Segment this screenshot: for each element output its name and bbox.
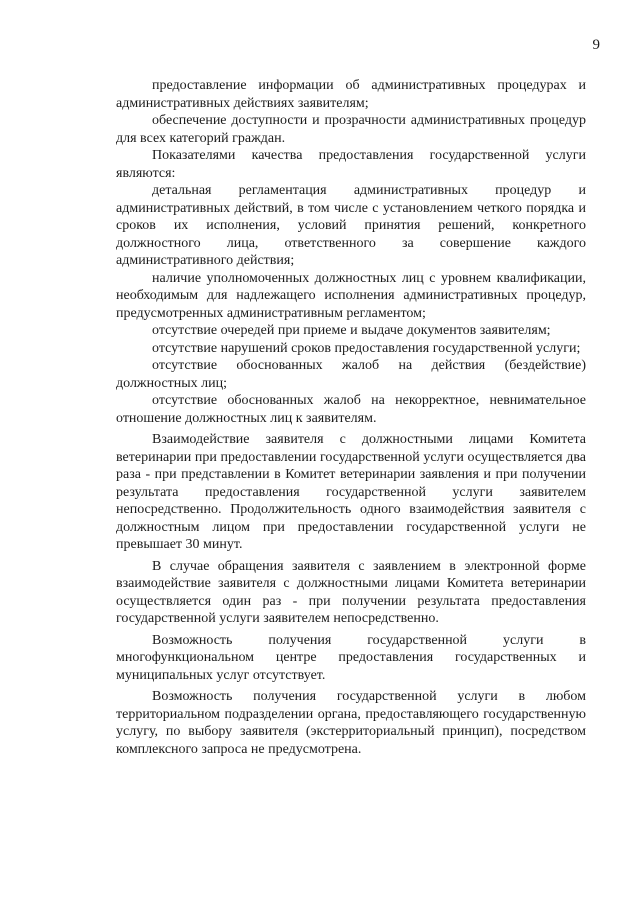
paragraph-8: отсутствие обоснованных жалоб на действия (бездействие) должностных лиц;	[116, 358, 586, 391]
document-body	[116, 77, 586, 758]
paragraph-7: отсутствие нарушений сроков предоставления государственной услуги;	[152, 340, 581, 356]
paragraph-9: отсутствие обоснованных жалоб на некорректное, невнимательное отношение должностных лиц к заявителям.	[116, 393, 586, 426]
paragraph-11: В случае обращения заявителя с заявлением в электронной форме взаимодействие заявителя с должностными лицами Комитета ветеринарии осуществляется один раз - при получении результата предоставления государственной услуги заявителем непосредственно.	[116, 558, 586, 626]
paragraph-12: Возможность получения государственной услуги в многофункциональном центре предоставления государственных и муниципальных услуг отсутствует.	[116, 632, 586, 683]
paragraph-4: детальная регламентация административных процедур и административных действий, в том числе с установлением четкого порядка и сроков их исполнения, условий принятия решений, конкретного должностного лица, ответственного за совершение каждого административного действия;	[116, 183, 586, 268]
paragraph-6: отсутствие очередей при приеме и выдаче документов заявителям;	[152, 323, 551, 338]
paragraph-10: Взаимодействие заявителя с должностными лицами Комитета ветеринарии при предоставлении государственной услуги осуществляется два раза - при представлении в Комитет ветеринарии заявления и при получении результата предоставления государственной услуги заявителем непосредственно. Продолжительность одного взаимодействия заявителя с должностным лицом при предоставлении государственной услуги не превышает 30 минут.	[116, 432, 586, 552]
paragraph-5: наличие уполномоченных должностных лиц с уровнем квалификации, необходимым для надлежащего исполнения административных процедур, предусмотренных административным регламентом;	[116, 270, 586, 321]
page-number: 9	[592, 37, 600, 53]
paragraph-13: Возможность получения государственной услуги в любом территориальном подразделении органа, предоставляющего государственную услугу, по выбору заявителя (экстерриториальный принцип), посредством комплексного запроса не предусмотрена.	[116, 689, 586, 757]
paragraph-2: обеспечение доступности и прозрачности административных процедур для всех категорий граждан.	[116, 113, 586, 146]
paragraph-3: Показателями качества предоставления государственной услуги являются:	[116, 148, 586, 181]
paragraph-1: предоставление информации об административных процедурах и административных действиях заявителям;	[116, 78, 586, 111]
